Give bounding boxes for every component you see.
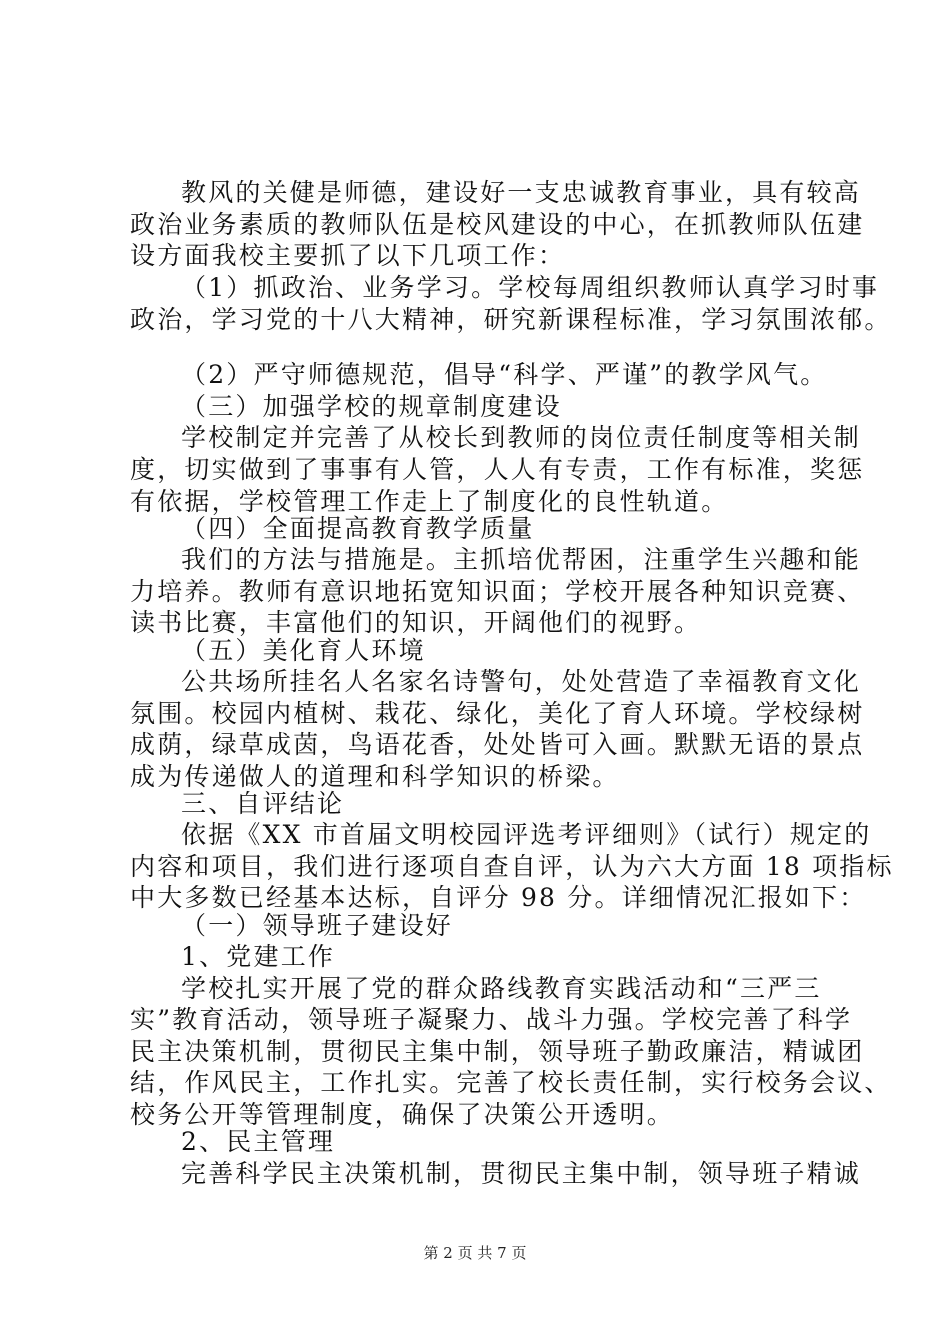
text-line: 实”教育活动，领导班子凝聚力、战斗力强。学校完善了科学 (130, 1005, 853, 1034)
text-line: 力培养。教师有意识地拓宽知识面；学校开展各种知识竞赛、 (130, 577, 865, 606)
section-heading: （一）领导班子建设好 (181, 911, 454, 940)
text-line: 有依据，学校管理工作走上了制度化的良性轨道。 (130, 487, 729, 516)
section-heading: 三、自评结论 (181, 789, 345, 818)
section-heading: 2、民主管理 (181, 1127, 336, 1156)
text-line: 氛围。校园内植树、栽花、绿化，美化了育人环境。学校绿树 (130, 699, 865, 728)
text-line: 学校制定并完善了从校长到教师的岗位责任制度等相关制 (181, 423, 862, 452)
page-footer: 第 2 页 共 7 页 (423, 1244, 527, 1262)
section-heading: 1、党建工作 (181, 942, 336, 971)
text-line: 设方面我校主要抓了以下几项工作： (130, 241, 566, 270)
text-line: 内容和项目，我们进行逐项自查自评，认为六大方面 18 项指标 (130, 852, 894, 881)
text-line: 依据《XX 市首届文明校园评选考评细则》（试行）规定的 (181, 820, 872, 849)
text-line: 校务公开等管理制度，确保了决策公开透明。 (130, 1100, 675, 1129)
text-line: 政治业务素质的教师队伍是校风建设的中心，在抓教师队伍建 (130, 210, 865, 239)
text-line: 民主决策机制，贯彻民主集中制，领导班子勤政廉洁，精诚团 (130, 1037, 865, 1066)
text-line: （2）严守师德规范，倡导“科学、严谨”的教学风气。 (181, 360, 828, 389)
text-line: 我们的方法与措施是。主抓培优帮困，注重学生兴趣和能 (181, 545, 862, 574)
section-heading: （四）全面提高教育教学质量 (181, 514, 535, 543)
section-heading: （三）加强学校的规章制度建设 (181, 392, 562, 421)
text-line: 结，作风民主，工作扎实。完善了校长责任制，实行校务会议、 (130, 1068, 892, 1097)
text-line: 读书比赛，丰富他们的知识，开阔他们的视野。 (130, 608, 702, 637)
text-line: 完善科学民主决策机制，贯彻民主集中制，领导班子精诚 (181, 1159, 862, 1188)
text-line: 中大多数已经基本达标，自评分 98 分。详细情况汇报如下： (130, 883, 867, 912)
text-line: 学校扎实开展了党的群众路线教育实践活动和“三严三 (181, 974, 822, 1003)
text-line: 教风的关健是师德，建设好一支忠诚教育事业，具有较高 (181, 178, 862, 207)
text-line: 成为传递做人的道理和科学知识的桥梁。 (130, 762, 620, 791)
text-line: 成荫，绿草成茵，鸟语花香，处处皆可入画。默默无语的景点 (130, 730, 865, 759)
text-line: 政治，学习党的十八大精神，研究新课程标准，学习氛围浓郁。 (130, 305, 892, 334)
text-line: 度，切实做到了事事有人管，人人有专责，工作有标准，奖惩 (130, 455, 865, 484)
text-line: 公共场所挂名人名家名诗警句，处处营造了幸福教育文化 (181, 667, 862, 696)
text-line: （1）抓政治、业务学习。学校每周组织教师认真学习时事 (181, 273, 880, 302)
section-heading: （五）美化育人环境 (181, 636, 426, 665)
